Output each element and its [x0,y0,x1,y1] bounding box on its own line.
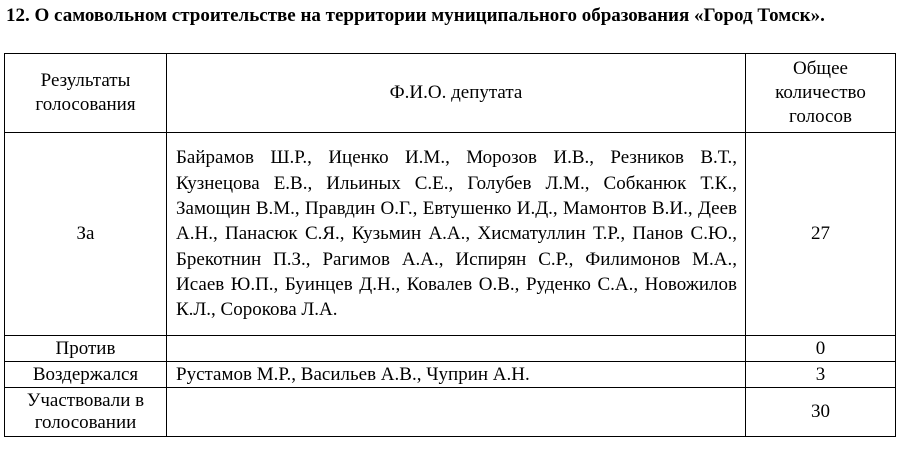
header-deputy-name: Ф.И.О. депутата [167,54,746,133]
deputy-names [167,336,746,362]
table-row-against [5,336,896,362]
deputy-names: Байрамов Ш.Р., Иценко И.М., Морозов И.В., Резников В.Т., Кузнецова Е.В., Ильиных С.Е., Голубев Л.М., Собканюк Т.К., Замощин В.М., Правдин О.Г., Евтушенко И.Д., Мамонтов В.И., Деев А.Н., Панасюк С.Я., Кузьмин А.А., Хисматуллин Т.Р., Панов С.Ю., Брекотнин П.З., Рагимов А.А., Испирян С.Р., Филимонов М.А., Исаев Ю.П., Буинцев Д.Н., Ковалев О.В., Руденко С.А., Новожилов К.Л., Сорокова Л.А. [167,133,746,336]
result-label: За [5,133,167,336]
table-row-for [5,133,896,336]
table-row-abstained [5,362,896,388]
deputy-names [167,388,746,437]
voting-results-table [4,53,896,437]
vote-count: 27 [746,133,896,336]
table-header-row [5,54,896,133]
section-heading: 12. О самовольном строительстве на территории муниципального образования «Город Томск». [6,5,825,26]
deputy-names: Рустамов М.Р., Васильев А.В., Чуприн А.Н. [167,362,746,388]
vote-count: 0 [746,336,896,362]
result-label: Воздержался [5,362,167,388]
header-results: Результаты голосования [5,54,167,133]
header-total-votes: Общее количество голосов [746,54,896,133]
vote-count: 30 [746,388,896,437]
table-row-participated [5,388,896,437]
vote-count: 3 [746,362,896,388]
result-label: Против [5,336,167,362]
result-label: Участвовали в голосовании [5,388,167,437]
